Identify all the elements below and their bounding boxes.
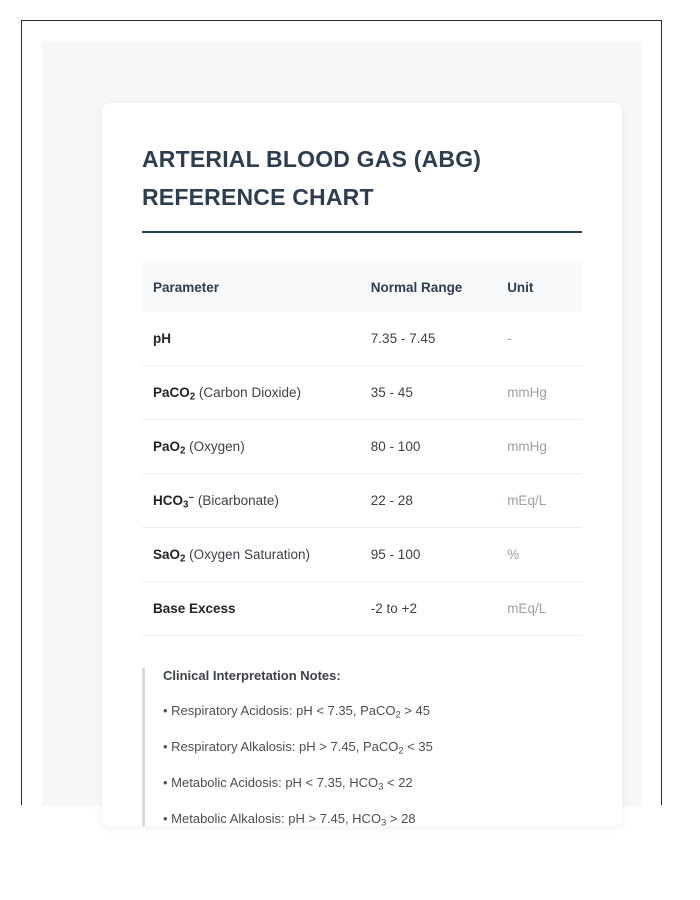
parameter-subscript: 2 xyxy=(180,445,186,457)
reference-chart-card xyxy=(102,103,622,826)
parameter-description: (Bicarbonate) xyxy=(194,492,279,508)
clinical-notes-block xyxy=(142,668,582,826)
parameter-subscript: 3 xyxy=(183,499,189,511)
table-row xyxy=(142,527,582,581)
cell-parameter xyxy=(142,581,371,635)
table-row xyxy=(142,312,582,366)
column-header-normal-range: Normal Range xyxy=(371,263,507,312)
clinical-note-item: • Metabolic Acidosis: pH < 7.35, $HCO_3 < 22$ xyxy=(163,774,413,792)
parameter-name: SaO$_2$ xyxy=(153,546,186,565)
parameter-name: $HCO_3^-$ xyxy=(153,492,195,511)
cell-normal-range: 35 - 45 xyxy=(371,365,507,419)
table-body xyxy=(142,312,582,636)
column-header-parameter: Parameter xyxy=(142,263,371,312)
abg-reference-table xyxy=(142,263,582,636)
cell-normal-range: 80 - 100 xyxy=(371,419,507,473)
clinical-notes-list xyxy=(163,703,582,826)
clinical-note-item: • Respiratory Alkalosis: pH > 7.45, PaCO$_2$ < 35 xyxy=(163,738,433,756)
cell-unit: mmHg xyxy=(507,419,582,473)
clinical-note-item: • Respiratory Acidosis: pH < 7.35, PaCO$_2$ > 45 xyxy=(163,702,430,720)
cell-parameter xyxy=(142,312,371,366)
cell-parameter xyxy=(142,365,371,419)
cell-unit: % xyxy=(507,527,582,581)
column-header-unit: Unit xyxy=(507,263,582,312)
table-row xyxy=(142,365,582,419)
cell-unit: - xyxy=(507,312,582,366)
note-subscript: 3 xyxy=(381,817,387,828)
cell-parameter xyxy=(142,473,371,527)
table-header-row xyxy=(142,263,582,312)
page-title: ARTERIAL BLOOD GAS (ABG) REFERENCE CHART xyxy=(142,146,482,210)
parameter-superscript: − xyxy=(188,492,195,504)
page-background xyxy=(42,41,642,828)
cell-unit: mmHg xyxy=(507,365,582,419)
cell-unit: mEq/L xyxy=(507,473,582,527)
table-row xyxy=(142,581,582,635)
clinical-notes-title: Clinical Interpretation Notes: xyxy=(163,667,341,683)
parameter-subscript: 2 xyxy=(180,553,186,565)
cell-normal-range: -2 to +2 xyxy=(371,581,507,635)
parameter-name: Base Excess xyxy=(153,600,236,616)
note-subscript: 3 xyxy=(378,781,384,792)
cell-unit: mEq/L xyxy=(507,581,582,635)
cell-parameter xyxy=(142,419,371,473)
table-row xyxy=(142,473,582,527)
title-divider xyxy=(142,231,582,233)
cell-normal-range: 22 - 28 xyxy=(371,473,507,527)
cell-normal-range: 95 - 100 xyxy=(371,527,507,581)
parameter-name: PaO$_2$ xyxy=(153,438,186,457)
parameter-description: (Carbon Dioxide) xyxy=(195,384,301,400)
browser-viewport-frame xyxy=(21,20,662,828)
clinical-note-item: • Metabolic Alkalosis: pH > 7.45, $HCO_3 > 28$ xyxy=(163,810,416,828)
cell-parameter xyxy=(142,527,371,581)
parameter-subscript: 2 xyxy=(189,391,196,403)
parameter-name: PaCO$_2$ xyxy=(153,384,196,403)
parameter-name: pH xyxy=(153,330,171,346)
parameter-description: (Oxygen Saturation) xyxy=(185,546,310,562)
cell-normal-range: 7.35 - 7.45 xyxy=(371,312,507,366)
note-subscript: 2 xyxy=(398,745,404,756)
table-row xyxy=(142,419,582,473)
parameter-description: (Oxygen) xyxy=(185,438,245,454)
note-subscript: 2 xyxy=(395,709,401,720)
table-header xyxy=(142,263,582,312)
